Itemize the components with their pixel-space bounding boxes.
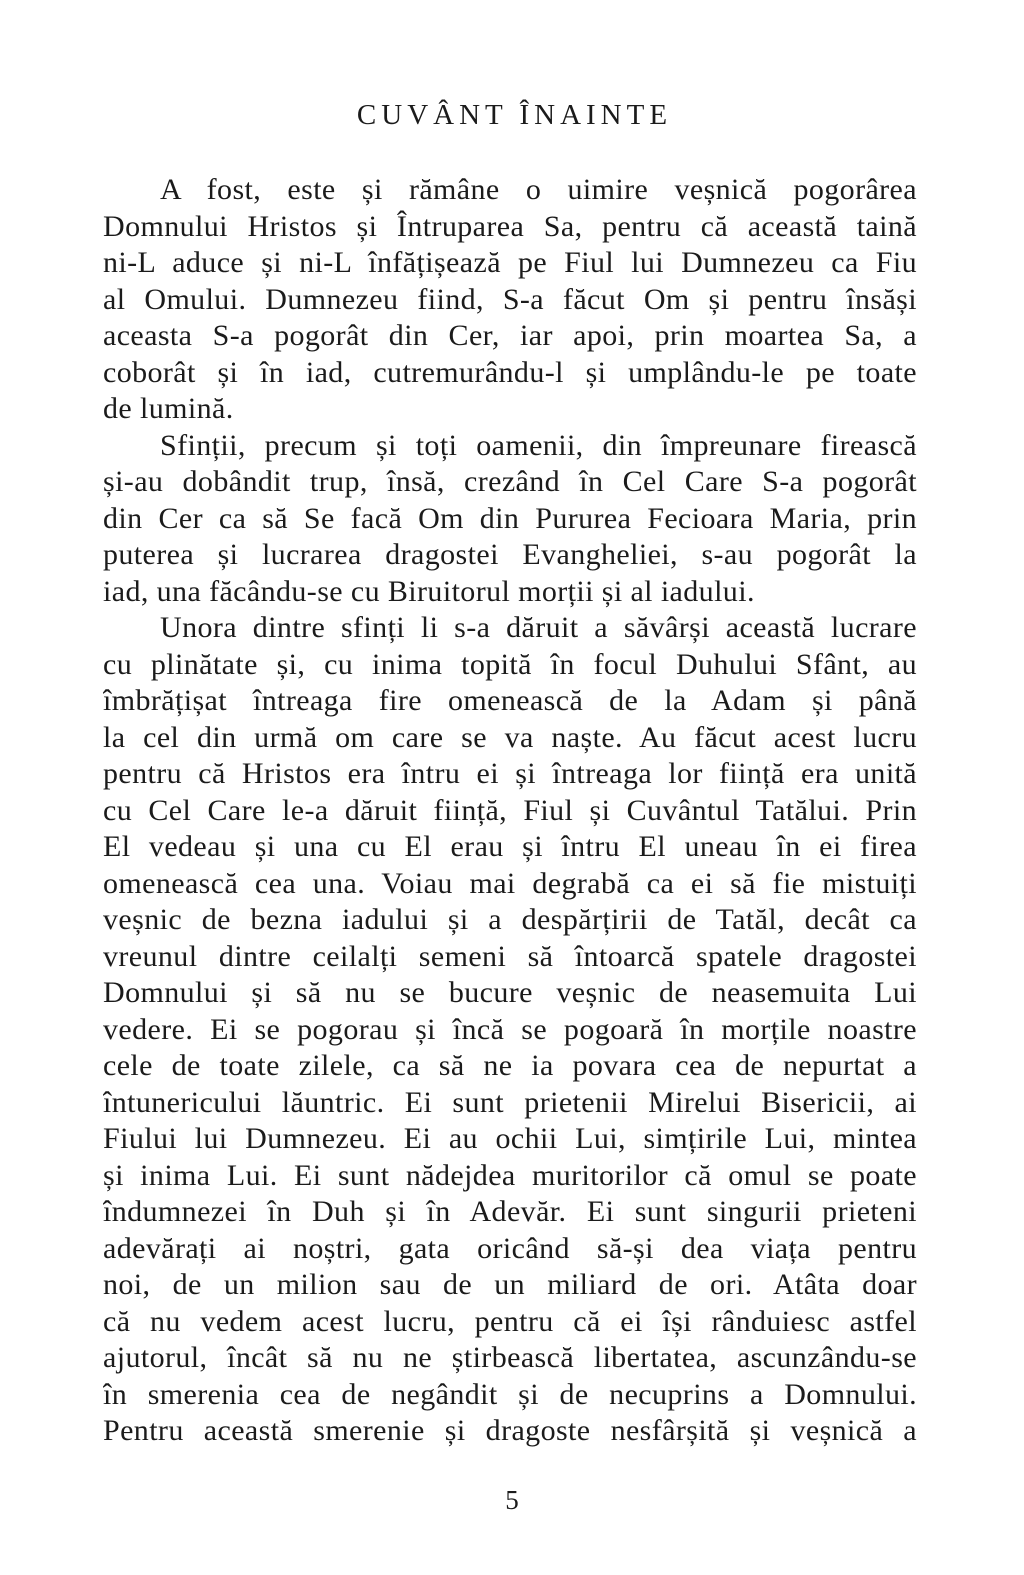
text-line: de lumină. — [103, 392, 234, 425]
text-line: la cel din urmă om care se va naște. Au făcut acest lucru — [103, 720, 917, 754]
text-line: adevărați ai noștri, gata oricând să-și dea viața pentru — [103, 1231, 917, 1265]
text-line: îndumnezei în Duh și în Adevăr. Ei sunt singurii prieteni — [103, 1195, 917, 1228]
text-line: Domnului și să nu se bucure veșnic de neasemuita Lui — [103, 976, 917, 1009]
paragraph-1 — [103, 172, 917, 428]
text-line: Pentru această smerenie și dragoste nesfârșită și veșnică a — [103, 1414, 917, 1447]
text-line: aceasta S-a pogorât din Cer, iar apoi, prin moartea Sa, a — [103, 319, 917, 352]
text-line: cu Cel Care le-a dăruit ființă, Fiul și Cuvântul Tatălui. Prin — [103, 793, 917, 827]
text-line: omenească cea una. Voiau mai degrabă ca ei să fie mistuiți — [103, 866, 917, 900]
text-line: ajutorul, încât să nu ne știrbească libertatea, ascunzându-se — [103, 1341, 917, 1374]
text-line: iad, una făcându-se cu Biruitorul morții și al iadului. — [103, 574, 755, 608]
text-line: și-au dobândit trup, însă, crezând în Cel Care S-a pogorât — [103, 465, 917, 498]
text-line: Fiului lui Dumnezeu. Ei au ochii Lui, simțirile Lui, mintea — [103, 1122, 917, 1155]
text-line: Unora dintre sfinți li s-a dăruit a săvârși această lucrare — [160, 611, 917, 644]
page-title: CUVÂNT ÎNAINTE — [356, 99, 673, 131]
text-line: Sfinții, precum și toți oamenii, din împreunare firească — [160, 428, 917, 462]
text-line: puterea și lucrarea dragostei Evangheliei, s-au pogorât la — [103, 538, 917, 571]
text-line: că nu vedem acest lucru, pentru că ei își rânduiesc astfel — [103, 1304, 917, 1338]
paragraph-2 — [103, 428, 917, 611]
text-line: îmbrățișat întreaga fire omenească de la Adam și până — [103, 684, 917, 717]
text-line: în smerenia cea de negândit și de necuprins a Domnului. — [103, 1377, 917, 1411]
text-line: Domnului Hristos și Întruparea Sa, pentru că această taină — [103, 209, 917, 243]
paragraph-3 — [103, 610, 917, 1450]
text-line: El vedeau și una cu El erau și întru El uneau în ei firea — [103, 830, 917, 863]
text-line: cu plinătate și, cu inima topită în focul Duhului Sfânt, au — [103, 647, 917, 681]
page-number: 5 — [505, 1485, 519, 1515]
text-line: și inima Lui. Ei sunt nădejdea muritorilor că omul se poate — [103, 1158, 917, 1192]
text-line: A fost, este și rămâne o uimire veșnică pogorârea — [160, 173, 917, 206]
text-line: cele de toate zilele, ca să ne ia povara cea de nepurtat a — [103, 1049, 917, 1082]
text-line: coborât și în iad, cutremurându-l și umplându-le pe toate — [103, 355, 917, 389]
foreword-body — [103, 172, 917, 1450]
text-line: noi, de un milion sau de un miliard de ori. Atâta doar — [103, 1268, 917, 1301]
text-line: al Omului. Dumnezeu fiind, S-a făcut Om și pentru însăși — [103, 282, 917, 316]
text-line: veșnic de bezna iadului și a despărțirii de Tatăl, decât ca — [103, 903, 917, 936]
text-line: vedere. Ei se pogorau și încă se pogoară în morțile noastre — [103, 1012, 917, 1046]
text-line: din Cer ca să Se facă Om din Pururea Fecioara Maria, prin — [103, 501, 917, 535]
text-line: vreunul dintre ceilalți semeni să întoarcă spatele dragostei — [103, 939, 917, 973]
text-line: ni-L aduce și ni-L înfățișează pe Fiul lui Dumnezeu ca Fiu — [103, 246, 917, 279]
text-line: pentru că Hristos era întru ei și întreaga lor ființă era unită — [103, 757, 917, 790]
text-line: întunericului lăuntric. Ei sunt prietenii Mirelui Bisericii, ai — [103, 1085, 917, 1119]
